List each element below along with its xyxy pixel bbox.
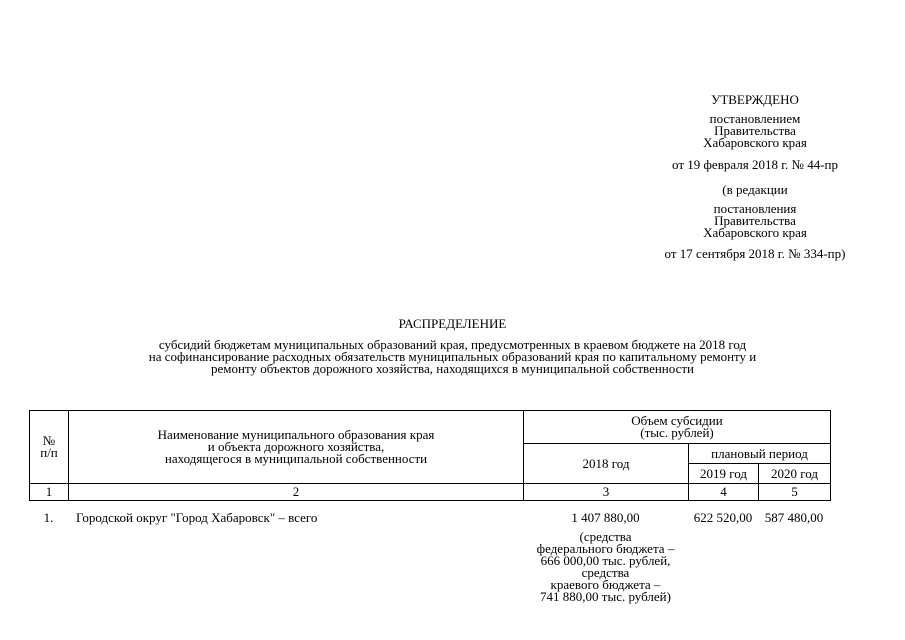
edition-line: Правительства bbox=[714, 213, 796, 228]
note-line: 666 000,00 тыс. рублей, bbox=[540, 553, 671, 568]
edition-line: (в редакции bbox=[722, 182, 788, 197]
header-name-line: Наименование муниципального образования края bbox=[157, 427, 435, 442]
header-number bbox=[30, 411, 69, 484]
approval-date: от 19 февраля 2018 г. № 44-пр bbox=[672, 157, 838, 172]
note-line: средства bbox=[581, 565, 630, 580]
subtitle-line: на софинансирование расходных обязательств муниципальных образований края по капитальному ремонту и bbox=[148, 349, 757, 364]
row-name: Городской округ "Город Хабаровск" – всего bbox=[76, 510, 318, 525]
row-value-2018: 1 407 880,00 bbox=[571, 510, 640, 525]
note-line: федерального бюджета – bbox=[536, 541, 675, 556]
column-index: 3 bbox=[524, 484, 689, 501]
header-name-line: и объекта дорожного хозяйства, bbox=[207, 439, 385, 454]
note-line: (средства bbox=[579, 529, 632, 544]
document-title: РАСПРЕДЕЛЕНИЕ bbox=[398, 316, 507, 331]
header-name bbox=[69, 411, 524, 484]
header-volume bbox=[524, 411, 831, 444]
row-number: 1. bbox=[43, 510, 54, 525]
header-number-line: п/п bbox=[40, 445, 58, 460]
column-index: 4 bbox=[689, 484, 759, 501]
header-2018: 2018 год bbox=[524, 444, 689, 484]
subsidy-table bbox=[29, 410, 831, 501]
approval-line: Хабаровского края bbox=[703, 135, 807, 150]
note-line: 741 880,00 тыс. рублей) bbox=[540, 589, 671, 604]
edition-line: Хабаровского края bbox=[703, 225, 807, 240]
header-planned-period: плановый период bbox=[689, 444, 831, 464]
header-2020: 2020 год bbox=[759, 464, 831, 484]
approval-line: постановлением bbox=[709, 111, 801, 126]
header-name-line: находящегося в муниципальной собственности bbox=[164, 451, 428, 466]
edition-line: постановления bbox=[713, 201, 797, 216]
approval-block bbox=[640, 0, 870, 270]
edition-date: от 17 сентября 2018 г. № 334-пр) bbox=[664, 246, 846, 261]
header-volume-line: (тыс. рублей) bbox=[640, 425, 714, 440]
subtitle-line: ремонту объектов дорожного хозяйства, находящихся в муниципальной собственности bbox=[210, 361, 694, 376]
row-value-2019: 622 520,00 bbox=[693, 510, 753, 525]
column-index: 5 bbox=[759, 484, 831, 501]
header-volume-line: Объем субсидии bbox=[631, 413, 723, 428]
subtitle-line: субсидий бюджетам муниципальных образований края, предусмотренных в краевом бюджете на 2018 год bbox=[158, 337, 747, 352]
row-funding-note bbox=[523, 531, 688, 603]
column-index: 1 bbox=[30, 484, 69, 501]
header-2019: 2019 год bbox=[689, 464, 759, 484]
note-line: краевого бюджета – bbox=[550, 577, 661, 592]
row-value-2020: 587 480,00 bbox=[764, 510, 824, 525]
header-number-line: № bbox=[42, 433, 56, 448]
column-index: 2 bbox=[69, 484, 524, 501]
approval-line: Правительства bbox=[714, 123, 796, 138]
approval-heading: УТВЕРЖДЕНО bbox=[711, 92, 799, 107]
